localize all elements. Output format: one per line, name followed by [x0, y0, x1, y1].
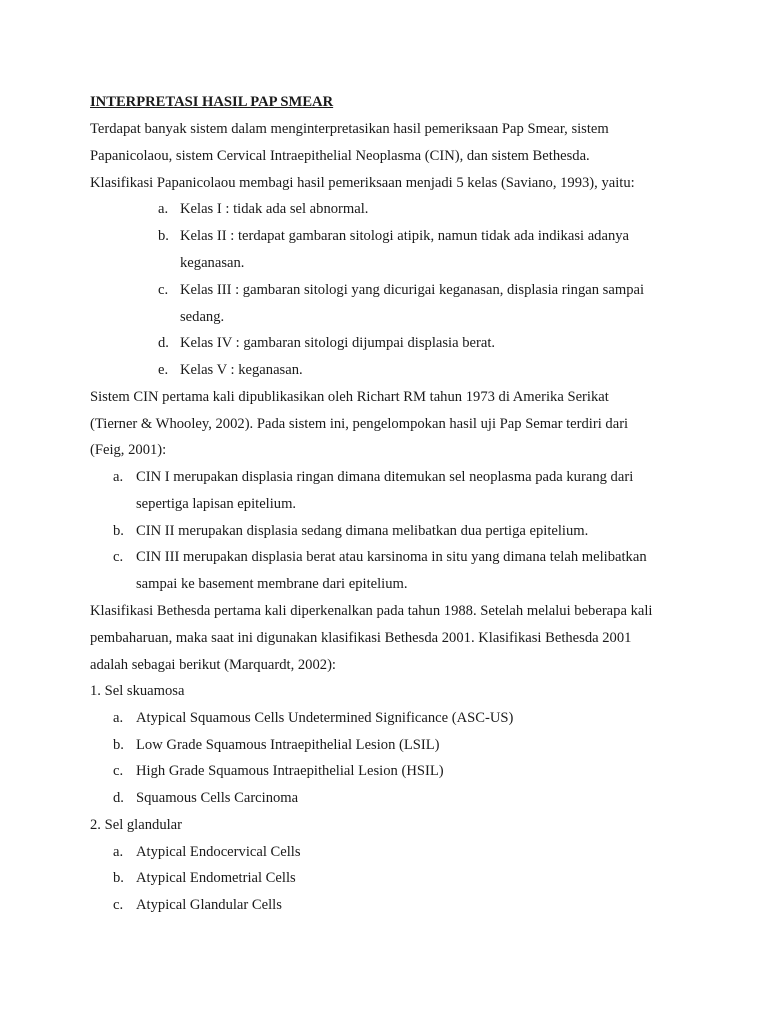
intro-line-2: Papanicolaou, sistem Cervical Intraepithelial Neoplasma (CIN), dan sistem Bethesda.	[90, 148, 590, 164]
list-marker: d.	[113, 790, 124, 806]
list-marker: c.	[113, 897, 124, 913]
list-marker: a.	[113, 844, 124, 860]
list-item-continuation: sedang.	[180, 309, 225, 325]
list-marker: c.	[158, 282, 169, 298]
list-item-continuation: keganasan.	[180, 255, 245, 271]
document-title: INTERPRETASI HASIL PAP SMEAR	[90, 94, 334, 110]
list-item: High Grade Squamous Intraepithelial Lesion (HSIL)	[136, 763, 444, 779]
list-item: Low Grade Squamous Intraepithelial Lesion (LSIL)	[136, 737, 440, 753]
list-item-continuation: sepertiga lapisan epitelium.	[136, 496, 297, 512]
list-item: CIN II merupakan displasia sedang dimana melibatkan dua pertiga epitelium.	[136, 523, 589, 539]
list-item: Kelas I : tidak ada sel abnormal.	[180, 201, 369, 217]
list-item: Kelas IV : gambaran sitologi dijumpai displasia berat.	[180, 335, 496, 351]
list-item: Kelas III : gambaran sitologi yang dicurigai keganasan, displasia ringan sampai	[180, 282, 645, 298]
intro-line-1: Terdapat banyak sistem dalam menginterpretasikan hasil pemeriksaan Pap Smear, sistem	[90, 121, 609, 137]
cin-line-1: Sistem CIN pertama kali dipublikasikan oleh Richart RM tahun 1973 di Amerika Serikat	[90, 389, 609, 405]
list-marker: c.	[113, 763, 124, 779]
list-item: Squamous Cells Carcinoma	[136, 790, 299, 806]
list-item: Kelas II : terdapat gambaran sitologi atipik, namun tidak ada indikasi adanya	[180, 228, 630, 244]
list-marker: b.	[113, 870, 124, 886]
bethesda-line-3: adalah sebagai berikut (Marquardt, 2002):	[90, 657, 336, 673]
list-item: CIN I merupakan displasia ringan dimana ditemukan sel neoplasma pada kurang dari	[136, 469, 634, 485]
list-marker: b.	[158, 228, 169, 244]
section-heading-skuamosa: 1. Sel skuamosa	[90, 683, 185, 699]
list-marker: b.	[113, 523, 124, 539]
list-item: Atypical Glandular Cells	[136, 897, 282, 913]
list-item: Atypical Endometrial Cells	[136, 870, 296, 886]
list-item: Atypical Endocervical Cells	[136, 844, 301, 860]
list-item: Atypical Squamous Cells Undetermined Significance (ASC-US)	[136, 710, 514, 726]
cin-line-3: (Feig, 2001):	[90, 442, 167, 458]
section-heading-glandular: 2. Sel glandular	[90, 817, 183, 833]
cin-line-2: (Tierner & Whooley, 2002). Pada sistem ini, pengelompokan hasil uji Pap Semar terdiri dari	[90, 416, 629, 432]
list-marker: e.	[158, 362, 169, 378]
list-marker: a.	[113, 469, 124, 485]
list-marker: a.	[158, 201, 169, 217]
list-item-continuation: sampai ke basement membrane dari epitelium.	[136, 576, 408, 592]
bethesda-line-2: pembaharuan, maka saat ini digunakan klasifikasi Bethesda 2001. Klasifikasi Bethesda 2001	[90, 630, 632, 646]
bethesda-line-1: Klasifikasi Bethesda pertama kali diperkenalkan pada tahun 1988. Setelah melalui beberapa kali	[90, 603, 653, 619]
list-marker: c.	[113, 549, 124, 565]
intro-line-3: Klasifikasi Papanicolaou membagi hasil pemeriksaan menjadi 5 kelas (Saviano, 1993), yaitu:	[90, 175, 635, 191]
list-marker: d.	[158, 335, 169, 351]
list-item: CIN III merupakan displasia berat atau karsinoma in situ yang dimana telah melibatkan	[136, 549, 647, 565]
list-item: Kelas V : keganasan.	[180, 362, 303, 378]
list-marker: a.	[113, 710, 124, 726]
list-marker: b.	[113, 737, 124, 753]
